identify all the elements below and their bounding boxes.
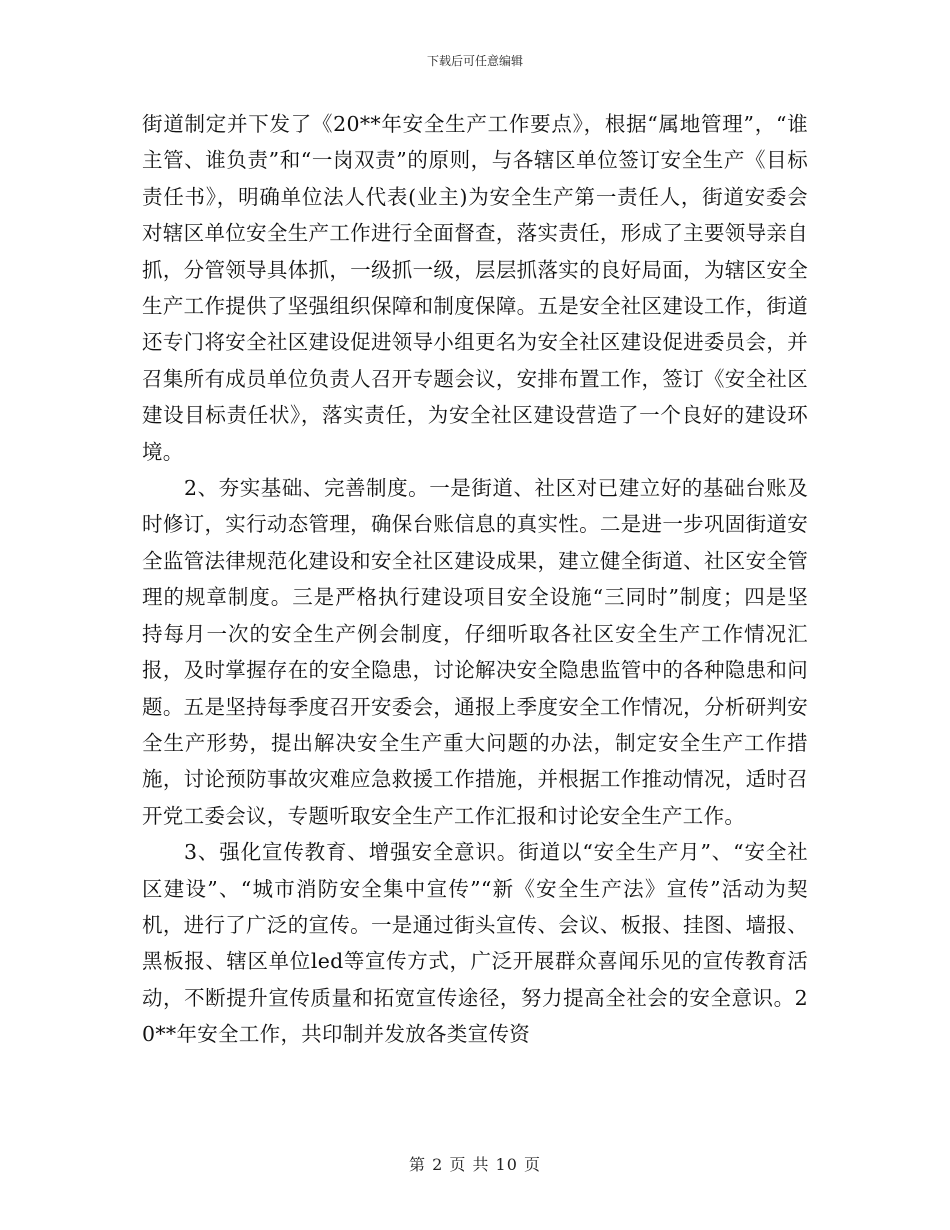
paragraph-2: 2、夯实基础、完善制度。一是街道、社区对已建立好的基础台账及时修订，实行动态管理，确保台账信息的真实性。二是进一步巩固街道安全监管法律规范化建设和安全社区建设成果，建立健全街道、社区安全管理的规章制度。三是严格执行建设项目安全设施“三同时”制度；四是坚持每月一次的安全生产例会制度，仔细听取各社区安全生产工作情况汇报，及时掌握存在的安全隐患，讨论解决安全隐患监管中的各种隐患和问题。五是坚持每季度召开安委会，通报上季度安全工作情况，分析研判安全生产形势，提出解决安全生产重大问题的办法，制定安全生产工作措施，讨论预防事故灾难应急救援工作措施，并根据工作推动情况，适时召开党工委会议，专题听取安全生产工作汇报和讨论安全生产工作。 xyxy=(142,476,808,828)
paragraph-3: 3、强化宣传教育、增强安全意识。街道以“安全生产月”、“安全社区建设”、“城市消防安全集中宣传”“新《安全生产法》宣传”活动为契机，进行了广泛的宣传。一是通过街头宣传、会议、板报、挂图、墙报、黑板报、辖区单位led等宣传方式，广泛开展群众喜闻乐见的宣传教育活动，不断提升宣传质量和拓宽宣传途径，努力提高全社会的安全意识。20**年安全工作，共印制并发放各类宣传资 xyxy=(142,840,808,1047)
page-number-footer: 第 2 页 共 10 页 xyxy=(409,1155,541,1174)
document-body xyxy=(142,106,808,1053)
paragraph-1: 街道制定并下发了《20**年安全生产工作要点》，根据“属地管理”，“谁主管、谁负责”和“一岗双责”的原则，与各辖区单位签订安全生产《目标责任书》，明确单位法人代表(业主)为安全生产第一责任人，街道安委会对辖区单位安全生产工作进行全面督查，落实责任，形成了主要领导亲自抓，分管领导具体抓，一级抓一级，层层抓落实的良好局面，为辖区安全生产工作提供了坚强组织保障和制度保障。五是安全社区建设工作，街道还专门将安全社区建设促进领导小组更名为安全社区建设促进委员会，并召集所有成员单位负责人召开专题会议，安排布置工作，签订《安全社区建设目标责任状》，落实责任，为安全社区建设营造了一个良好的建设环境。 xyxy=(142,112,808,464)
page-header: 下载后可任意编辑 xyxy=(426,54,523,68)
